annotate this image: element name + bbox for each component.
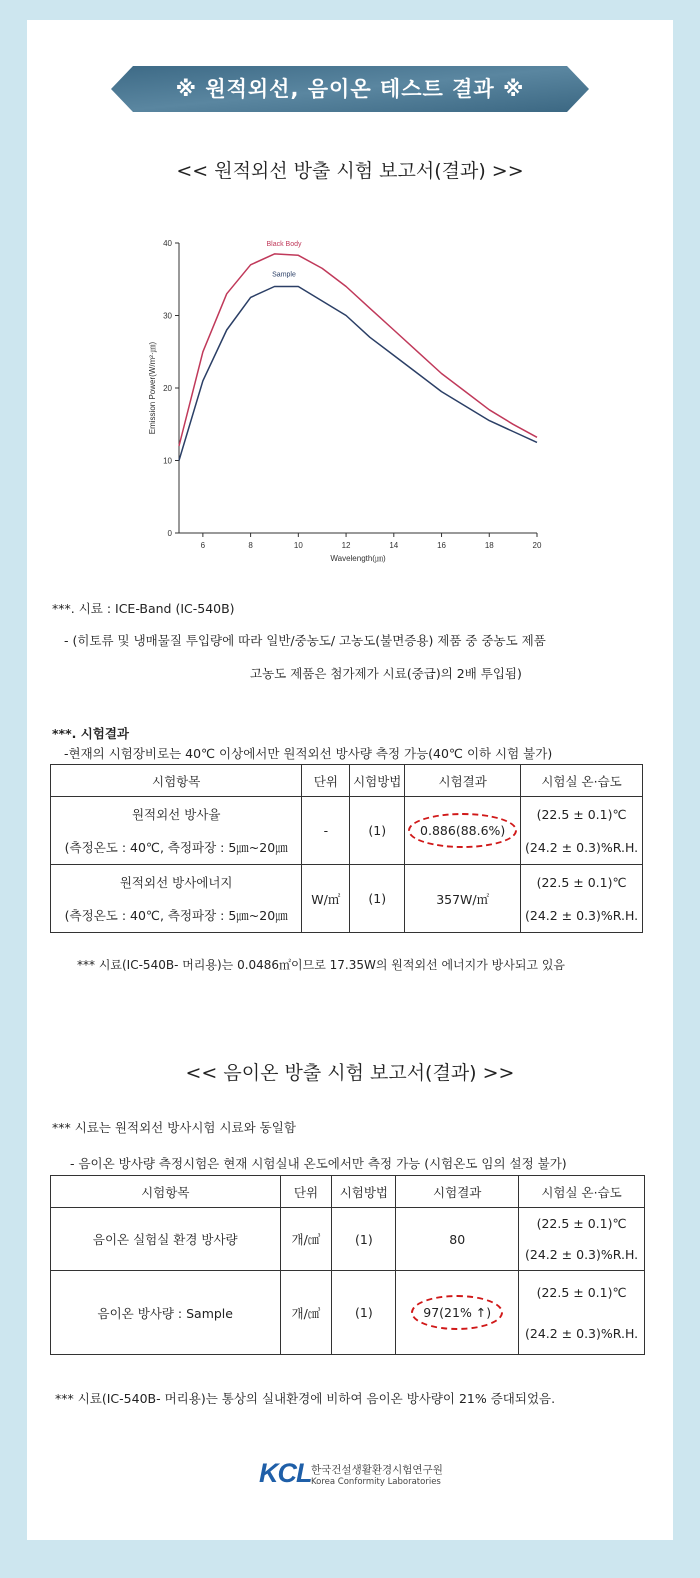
- x-tick-label: 20: [532, 541, 542, 550]
- table-row: [51, 797, 643, 865]
- anion-footnote: *** 시료(IC-540B- 머리용)는 통상의 실내환경에 비하여 음이온 방사량이 21% 증대되었음.: [55, 1391, 556, 1406]
- far-ir-table: [50, 764, 643, 933]
- y-tick-label: 10: [163, 456, 172, 466]
- env-temp: (22.5 ± 0.1)℃: [536, 874, 627, 890]
- y-tick-label: 40: [163, 239, 172, 248]
- cell-result: [396, 1271, 519, 1355]
- env-temp: (22.5 ± 0.1)℃: [536, 1284, 627, 1300]
- item-condition: (측정온도 : 40℃, 측정파장 : 5㎛~20㎛: [64, 840, 288, 855]
- x-tick-label: 18: [484, 541, 494, 550]
- report-card: [27, 20, 673, 1540]
- highlight-oval: [411, 1295, 503, 1330]
- cell-method: (1): [350, 865, 405, 933]
- far-ir-title: << 원적외선 방출 시험 보고서(결과) >>: [176, 160, 524, 182]
- item-condition: (측정온도 : 40℃, 측정파장 : 5㎛~20㎛: [64, 908, 288, 923]
- x-tick-label: 16: [437, 541, 446, 550]
- col-header-item: 시험항목: [51, 765, 302, 797]
- item-name: 원적외선 방사율: [131, 807, 221, 822]
- y-tick-label: 30: [163, 311, 172, 321]
- col-header-item: 시험항목: [51, 1176, 281, 1208]
- cell-unit: W/㎡: [302, 865, 350, 933]
- far-ir-sample-note2: 고농도 제품은 첨가제가 시료(중급)의 2배 투입됨): [250, 666, 522, 681]
- col-header-env: 시험실 온·습도: [521, 765, 643, 797]
- col-header-env: 시험실 온·습도: [519, 1176, 645, 1208]
- far-ir-sample-line: ***. 시료 : ICE-Band (IC-540B): [52, 601, 235, 616]
- cell-unit: 개/㎤: [280, 1271, 332, 1355]
- x-tick-label: 6: [200, 541, 206, 550]
- result-value: 0.886(88.6%): [420, 823, 506, 838]
- series-label: Sample: [272, 271, 296, 279]
- y-axis-label: Emission Power(W/m²·㎛): [148, 341, 157, 435]
- highlight-oval: [408, 813, 517, 848]
- logo-name-ko: 한국건설생활환경시험연구원: [311, 1464, 443, 1476]
- table-row: [51, 1271, 645, 1355]
- cell-env: [519, 1271, 645, 1355]
- result-value: 97(21% ↑): [423, 1305, 492, 1320]
- y-tick-label: 20: [163, 384, 172, 393]
- series-line-sample: [179, 287, 537, 461]
- far-ir-result-heading: ***. 시험결과: [52, 726, 130, 741]
- cell-env: [519, 1208, 645, 1271]
- col-header-result: 시험결과: [405, 765, 521, 797]
- far-ir-result-note: -현재의 시험장비로는 40℃ 이상에서만 원적외선 방사량 측정 가능(40℃ 이하 시험 불가): [64, 746, 553, 761]
- table-row: [51, 1208, 645, 1271]
- cell-env: [521, 865, 643, 933]
- cell-env: [521, 797, 643, 865]
- x-tick-label: 8: [248, 541, 253, 550]
- banner: [111, 66, 589, 112]
- col-header-method: 시험방법: [332, 1176, 396, 1208]
- far-ir-footnote: *** 시료(IC-540B- 머리용)는 0.0486㎡이므로 17.35W의 원적외선 에너지가 방사되고 있음: [77, 958, 566, 972]
- anion-note: - 음이온 방사량 측정시험은 현재 시험실내 온도에서만 측정 가능 (시험온도 임의 설정 불가): [70, 1156, 567, 1171]
- cell-unit: 개/㎤: [280, 1208, 332, 1271]
- cell-method: (1): [350, 797, 405, 865]
- col-header-unit: 단위: [302, 765, 350, 797]
- cell-method: (1): [332, 1208, 396, 1271]
- table-row: [51, 865, 643, 933]
- env-temp: (22.5 ± 0.1)℃: [536, 1216, 627, 1232]
- x-tick-label: 12: [341, 541, 351, 550]
- y-tick-label: 0: [167, 529, 172, 538]
- env-humid: (24.2 ± 0.3)%R.H.: [525, 907, 639, 923]
- anion-table: [50, 1175, 645, 1355]
- cell-method: (1): [332, 1271, 396, 1355]
- x-tick-label: 10: [293, 541, 303, 550]
- anion-sample-line: *** 시료는 원적외선 방사시험 시료와 동일함: [52, 1120, 296, 1135]
- col-header-method: 시험방법: [350, 765, 405, 797]
- anion-title: << 음이온 방출 시험 보고서(결과) >>: [185, 1062, 515, 1084]
- env-humid: (24.2 ± 0.3)%R.H.: [525, 1325, 639, 1341]
- x-tick-label: 14: [389, 541, 399, 550]
- kcl-logo: [259, 1458, 459, 1494]
- emission-chart: [147, 227, 547, 567]
- far-ir-sample-note1: - (히토류 및 냉매물질 투입량에 따라 일반/중농도/ 고농도(불면증용) 제품 중 중농도 제품: [64, 633, 546, 648]
- x-axis-label: Wavelength(㎛): [330, 554, 386, 563]
- cell-result: 80: [396, 1208, 519, 1271]
- logo-mark: KCL: [259, 1458, 312, 1488]
- col-header-result: 시험결과: [396, 1176, 519, 1208]
- cell-result: [405, 797, 521, 865]
- banner-title: ※ 원적외선, 음이온 테스트 결과 ※: [175, 77, 525, 101]
- cell-item: 음이온 방사량 : Sample: [51, 1271, 281, 1355]
- env-humid: (24.2 ± 0.3)%R.H.: [525, 839, 639, 855]
- cell-item: 음이온 실험실 환경 방사량: [51, 1208, 281, 1271]
- env-temp: (22.5 ± 0.1)℃: [536, 806, 627, 822]
- cell-item: [51, 797, 302, 865]
- item-name: 원적외선 방사에너지: [119, 875, 233, 890]
- cell-result: 357W/㎡: [405, 865, 521, 933]
- logo-name-en: Korea Conformity Laboratories: [311, 1477, 441, 1487]
- cell-unit: -: [302, 797, 350, 865]
- series-label: Black Body: [266, 240, 302, 248]
- cell-item: [51, 865, 302, 933]
- col-header-unit: 단위: [280, 1176, 332, 1208]
- env-humid: (24.2 ± 0.3)%R.H.: [525, 1246, 639, 1262]
